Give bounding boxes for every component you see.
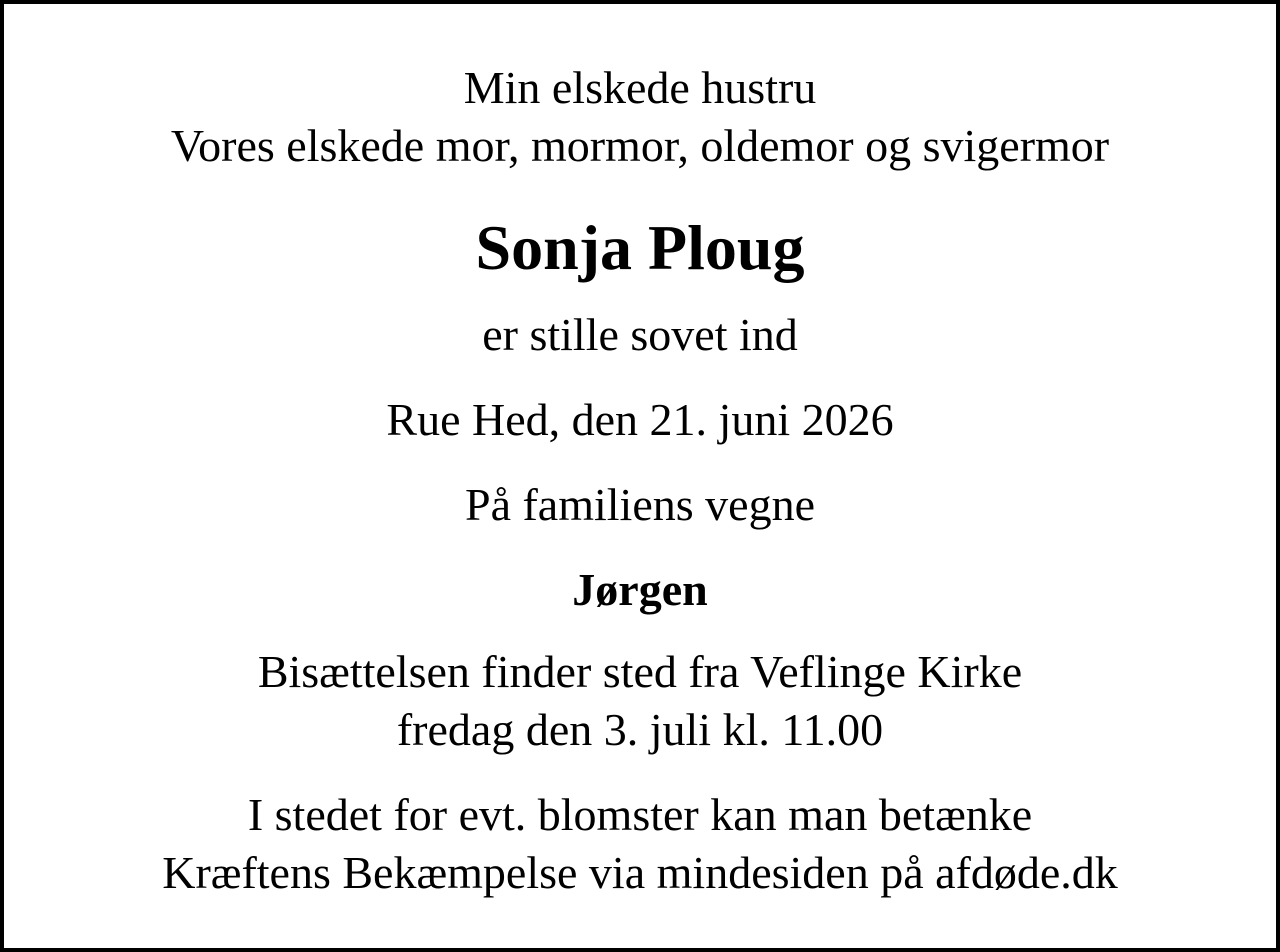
deceased-name: Sonja Ploug: [475, 212, 805, 283]
funeral-info-line-2: fredag den 3. juli kl. 11.00: [396, 704, 884, 755]
passing-statement: er stille sovet ind: [482, 309, 798, 360]
signer-name: Jørgen: [572, 564, 708, 615]
place-and-date: Rue Hed, den 21. juni 2026: [386, 394, 894, 445]
donation-note-line-1: I stedet for evt. blomster kan man betænke: [247, 789, 1033, 840]
donation-note-line-2: Kræftens Bekæmpelse via mindesiden på afdøde.dk: [162, 847, 1118, 898]
intro-line-2: Vores elskede mor, mormor, oldemor og svigermor: [170, 120, 1110, 171]
funeral-info-line-1: Bisættelsen finder sted fra Veflinge Kirke: [257, 646, 1023, 697]
intro-line-1: Min elskede hustru: [463, 62, 817, 113]
on-behalf-of-family: På familiens vegne: [464, 479, 815, 530]
